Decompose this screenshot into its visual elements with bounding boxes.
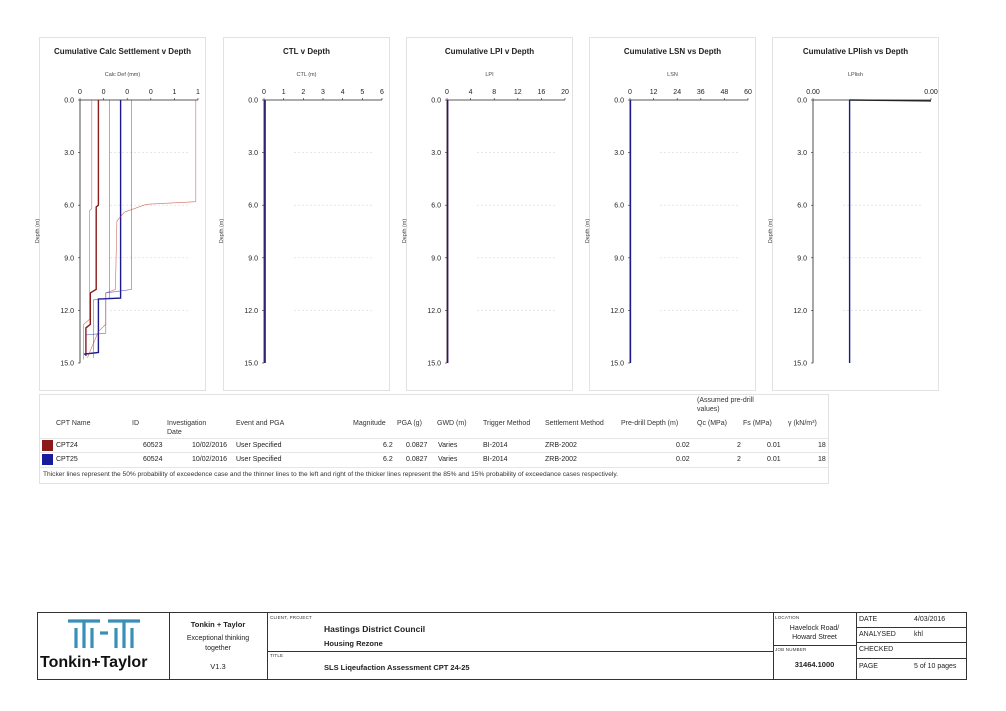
location-line: Howard Street: [792, 634, 837, 641]
x-tick-label: 1: [172, 89, 177, 96]
y-tick-label: 3.0: [431, 150, 441, 158]
x-axis-label: LPlish: [848, 72, 863, 78]
cell-date: 10/02/2016: [192, 456, 228, 463]
x-tick-label: 0: [101, 89, 106, 96]
x-axis-label: LSN: [667, 72, 678, 78]
cell-trigger: BI-2014: [483, 456, 508, 463]
cell-event: User Specified: [236, 456, 282, 463]
tagline: together: [205, 645, 231, 652]
y-tick-label: 9.0: [614, 255, 624, 263]
x-tick-label: 12: [649, 89, 658, 96]
y-tick-label: 3.0: [614, 150, 624, 158]
date-value: 4/03/2016: [914, 616, 946, 623]
header-trigger: Trigger Method: [483, 420, 531, 427]
cpt25-color-swatch: [42, 454, 53, 465]
cell-gwd: Varies: [438, 456, 458, 463]
header-id: ID: [132, 420, 139, 427]
lsn-chart-svg: [590, 38, 755, 390]
y-axis-label: Depth (m): [219, 218, 226, 244]
cell-name: CPT25: [56, 456, 78, 463]
x-tick-label: 48: [720, 89, 729, 96]
y-tick-label: 12.0: [793, 307, 807, 315]
x-tick-label: 0: [628, 89, 632, 96]
x-tick-label: 20: [561, 89, 569, 96]
x-tick-label: 16: [537, 89, 546, 96]
y-tick-label: 0.0: [248, 97, 258, 105]
cell-settlement: ZRB-2002: [545, 456, 577, 463]
y-axis-label: Depth (m): [402, 218, 409, 244]
series-line-cpt25-15-: [86, 100, 132, 335]
y-tick-label: 15.0: [60, 360, 74, 368]
y-tick-label: 6.0: [64, 202, 74, 210]
x-tick-label: 0: [125, 89, 130, 96]
y-axis-label: Depth (m): [585, 218, 592, 244]
x-tick-label: 0: [445, 89, 449, 96]
series-line-cpt25: [84, 100, 121, 354]
chart-title: Cumulative LPI v Depth: [444, 47, 535, 56]
x-axis-label: Calc Def (mm): [104, 72, 141, 78]
date-label: DATE: [859, 616, 878, 623]
header-date: Date: [167, 429, 182, 436]
lplish-chart-panel: [768, 37, 939, 391]
x-tick-label: 4: [468, 89, 473, 96]
project-name: Housing Rezone: [324, 639, 383, 648]
x-tick-label: 60: [744, 89, 752, 96]
cell-qc: 2: [737, 456, 741, 463]
series-line-cpt24: [850, 100, 931, 101]
y-tick-label: 3.0: [64, 150, 74, 158]
settlement-chart-svg: [40, 38, 205, 390]
y-tick-label: 15.0: [427, 360, 441, 368]
analysed-label: ANALYSED: [859, 631, 896, 638]
header-fs: Fs (MPa): [743, 420, 772, 427]
x-tick-label: 1: [196, 89, 200, 96]
tonkin-taylor-logo-icon: [64, 616, 144, 652]
header-settlement: Settlement Method: [545, 420, 604, 427]
chart-title: Cumulative Calc Settlement v Depth: [54, 47, 191, 56]
cell-trigger: BI-2014: [483, 442, 508, 449]
y-tick-label: 6.0: [248, 202, 258, 210]
tagline: Exceptional thinking: [186, 635, 250, 642]
x-tick-label: 8: [492, 89, 497, 96]
y-tick-label: 6.0: [797, 202, 807, 210]
x-tick-label: 6: [380, 89, 384, 96]
cell-gwd: Varies: [438, 442, 458, 449]
drawing-title: SLS Liqeufaction Assessment CPT 24-25: [324, 663, 470, 672]
y-tick-label: 15.0: [244, 360, 258, 368]
page-label: PAGE: [859, 663, 878, 670]
x-axis-label: CTL (m): [296, 72, 317, 78]
series-line-cpt24-15-: [87, 100, 195, 358]
y-tick-label: 12.0: [244, 307, 258, 315]
cpt24-color-swatch: [42, 440, 53, 451]
cell-fs: 0.01: [767, 442, 781, 449]
client-name: Hastings District Council: [324, 624, 426, 634]
ctl-chart-svg: [224, 38, 389, 390]
y-tick-label: 12.0: [60, 307, 74, 315]
header-assumed-values: values): [697, 406, 720, 413]
cell-magnitude: 6.2: [383, 442, 393, 449]
x-tick-label: 1: [281, 89, 286, 96]
drawing-title-block: [37, 612, 967, 680]
y-axis-label: Depth (m): [768, 218, 775, 244]
header-pga: PGA (g): [397, 420, 422, 427]
x-tick-label: 0.00: [924, 89, 938, 96]
lpi-chart-svg: [407, 38, 572, 390]
y-tick-label: 12.0: [610, 307, 624, 315]
y-tick-label: 15.0: [610, 360, 624, 368]
cell-pga: 0.0827: [406, 456, 428, 463]
cell-fs: 0.01: [767, 456, 781, 463]
row-divider: [40, 438, 828, 439]
cell-id: 60523: [143, 442, 163, 449]
cell-pga: 0.0827: [406, 442, 428, 449]
cell-gamma: 18: [818, 442, 826, 449]
cell-predrill: 0.02: [676, 456, 690, 463]
x-tick-label: 36: [696, 89, 705, 96]
header-predrill: Pre-drill Depth (m): [621, 420, 679, 427]
x-tick-label: 4: [340, 89, 345, 96]
cell-name: CPT24: [56, 442, 78, 449]
lpi-chart-panel: [402, 37, 573, 391]
cell-id: 60524: [143, 456, 163, 463]
header-cpt-name: CPT Name: [56, 420, 91, 427]
job-number: 31464.1000: [794, 660, 835, 669]
page-value: 5 of 10 pages: [914, 663, 957, 670]
x-tick-label: 12: [513, 89, 522, 96]
chart-title: Cumulative LSN vs Depth: [623, 47, 722, 56]
header-qc: Qc (MPa): [697, 420, 727, 427]
header-gamma: γ (kN/m³): [788, 420, 817, 427]
y-tick-label: 9.0: [64, 255, 74, 263]
lsn-chart-panel: [585, 37, 756, 391]
y-tick-label: 12.0: [427, 307, 441, 315]
cell-qc: 2: [737, 442, 741, 449]
x-tick-label: 0.00: [806, 89, 820, 96]
y-axis-label: Depth (m): [35, 218, 42, 244]
cell-predrill: 0.02: [676, 442, 690, 449]
title-label: TITLE: [270, 653, 284, 658]
y-tick-label: 9.0: [431, 255, 441, 263]
cell-event: User Specified: [236, 442, 282, 449]
company-name: Tonkin + Taylor: [190, 620, 246, 629]
cell-magnitude: 6.2: [383, 456, 393, 463]
row-divider: [40, 452, 828, 453]
analysed-value: khl: [914, 631, 923, 638]
y-tick-label: 9.0: [797, 255, 807, 263]
settlement-chart-panel: [35, 37, 206, 391]
x-tick-label: 0: [78, 89, 82, 96]
y-tick-label: 6.0: [431, 202, 441, 210]
cell-settlement: ZRB-2002: [545, 442, 577, 449]
y-tick-label: 0.0: [614, 97, 624, 105]
location-label: LOCATION: [775, 615, 800, 620]
legend-note: Thicker lines represent the 50% probability of exceedence case and the thinner lines to the left and right of the thicker lines represent the 85% and 15% probability of exceedance cases respectively.: [43, 471, 618, 478]
cell-gamma: 18: [818, 456, 826, 463]
lplish-chart-svg: [773, 38, 938, 390]
header-investigation: Investigation: [167, 420, 207, 427]
y-tick-label: 3.0: [797, 150, 807, 158]
x-tick-label: 24: [673, 89, 682, 96]
x-tick-label: 0: [262, 89, 266, 96]
job-number-label: JOB NUMBER: [775, 647, 807, 652]
y-tick-label: 0.0: [64, 97, 74, 105]
row-divider: [40, 467, 828, 468]
chart-title: Cumulative LPlish vs Depth: [802, 47, 909, 56]
y-tick-label: 0.0: [431, 97, 441, 105]
version: V1.3: [210, 662, 226, 671]
cell-date: 10/02/2016: [192, 442, 228, 449]
location-line: Havelock Road/: [789, 625, 840, 632]
header-gwd: GWD (m): [437, 420, 467, 427]
client-project-label: CLIENT, PROJECT: [270, 615, 313, 620]
header-event: Event and PGA: [236, 420, 285, 427]
y-tick-label: 9.0: [248, 255, 258, 263]
chart-title: CTL v Depth: [283, 47, 330, 56]
x-tick-label: 2: [301, 89, 306, 96]
x-tick-label: 5: [360, 89, 365, 96]
y-tick-label: 15.0: [793, 360, 807, 368]
x-tick-label: 0: [148, 89, 153, 96]
x-axis-label: LPI: [485, 72, 494, 78]
y-tick-label: 3.0: [248, 150, 258, 158]
ctl-chart-panel: [219, 37, 390, 391]
logo-wordmark: Tonkin+Taylor: [40, 654, 148, 671]
series-line-cpt24: [86, 100, 99, 356]
header-magnitude: Magnitude: [353, 420, 386, 427]
checked-label: CHECKED: [859, 646, 894, 653]
y-tick-label: 0.0: [797, 97, 807, 105]
x-tick-label: 3: [321, 89, 325, 96]
header-assumed: (Assumed pre-drill: [697, 397, 754, 404]
y-tick-label: 6.0: [614, 202, 624, 210]
cpt-parameters-table: [39, 394, 829, 484]
